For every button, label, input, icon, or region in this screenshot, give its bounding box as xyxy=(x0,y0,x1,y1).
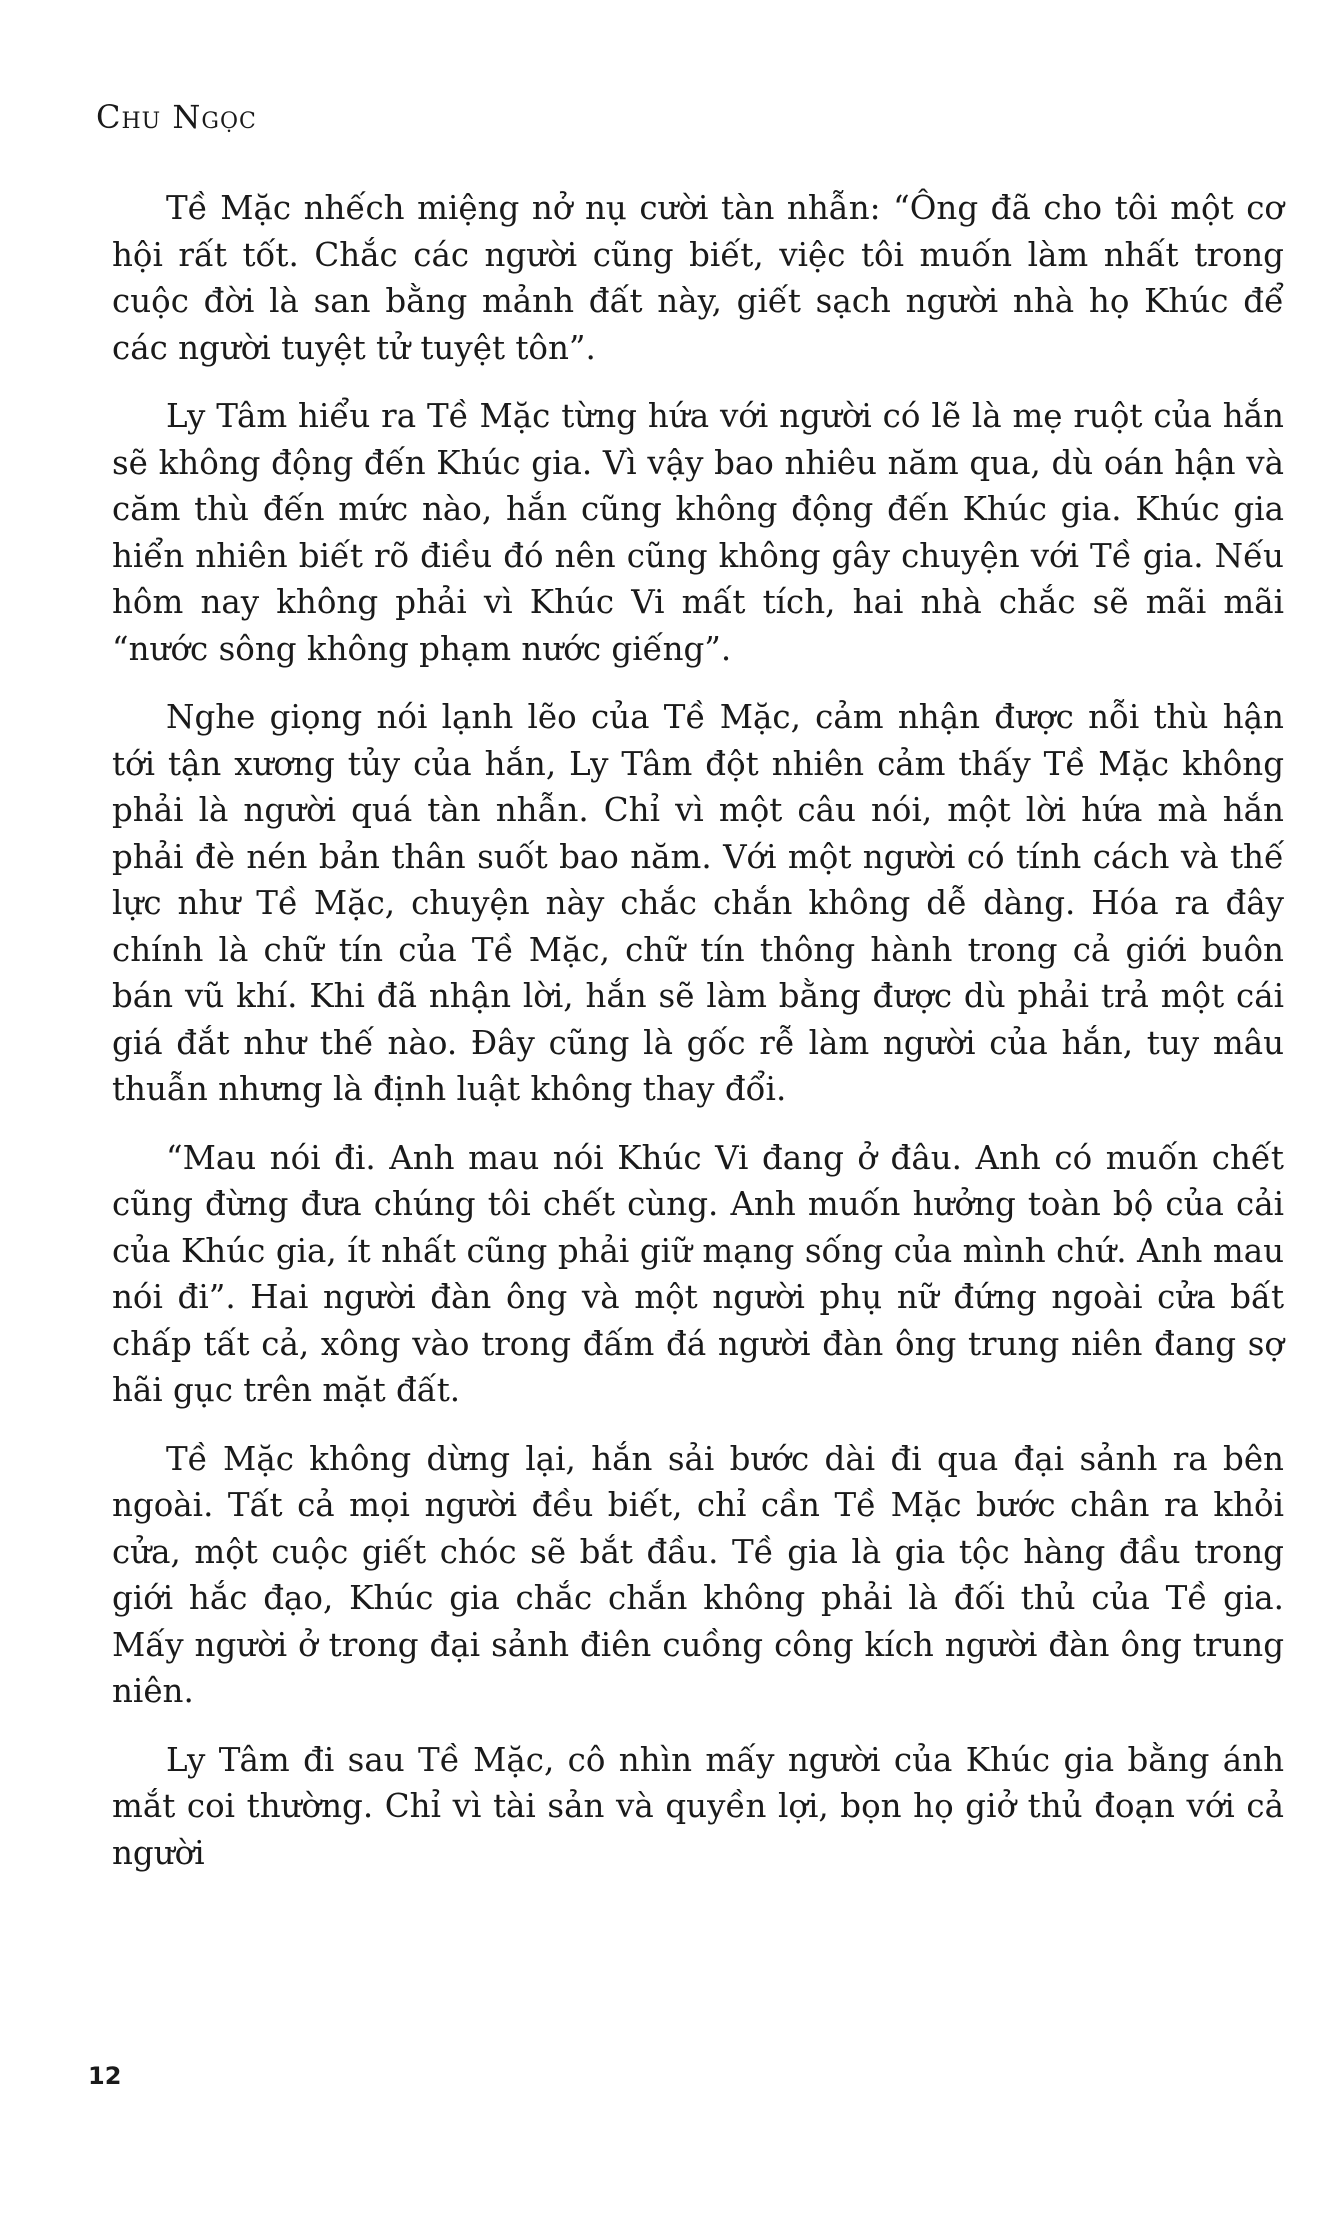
paragraph: Tề Mặc không dừng lại, hắn sải bước dài đi qua đại sảnh ra bên ngoài. Tất cả mọi người đều biết, chỉ cần Tề Mặc bước chân ra khỏi cửa, một cuộc giết chóc sẽ bắt đầu. Tề gia là gia tộc hàng đầu trong giới hắc đạo, Khúc gia chắc chắn không phải là đối thủ của Tề gia. Mấy người ở trong đại sảnh điên cuồng công kích người đàn ông trung niên. xyxy=(112,1439,1284,1710)
running-head: Chu Ngọc xyxy=(96,98,257,136)
paragraph: Tề Mặc nhếch miệng nở nụ cười tàn nhẫn: “Ông đã cho tôi một cơ hội rất tốt. Chắc các người cũng biết, việc tôi muốn làm nhất trong cuộc đời là san bằng mảnh đất này, giết sạch người nhà họ Khúc để các người tuyệt tử tuyệt tôn”. xyxy=(112,189,1284,367)
page-number: 12 xyxy=(88,2062,122,2090)
paragraph: Nghe giọng nói lạnh lẽo của Tề Mặc, cảm nhận được nỗi thù hận tới tận xương tủy của hắn, Ly Tâm đột nhiên cảm thấy Tề Mặc không phải là người quá tàn nhẫn. Chỉ vì một câu nói, một lời hứa mà hắn phải đè nén bản thân suốt bao năm. Với một người có tính cách và thế lực như Tề Mặc, chuyện này chắc chắn không dễ dàng. Hóa ra đây chính là chữ tín của Tề Mặc, chữ tín thông hành trong cả giới buôn bán vũ khí. Khi đã nhận lời, hắn sẽ làm bằng được dù phải trả một cái giá đắt như thế nào. Đây cũng là gốc rễ làm người của hắn, tuy mâu thuẫn nhưng là định luật không thay đổi. xyxy=(112,698,1284,1108)
paragraph: Ly Tâm hiểu ra Tề Mặc từng hứa với người có lẽ là mẹ ruột của hắn sẽ không động đến Khúc gia. Vì vậy bao nhiêu năm qua, dù oán hận và căm thù đến mức nào, hắn cũng không động đến Khúc gia. Khúc gia hiển nhiên biết rõ điều đó nên cũng không gây chuyện với Tề gia. Nếu hôm nay không phải vì Khúc Vi mất tích, hai nhà chắc sẽ mãi mãi “nước sông không phạm nước giếng”. xyxy=(112,397,1284,668)
paragraph: “Mau nói đi. Anh mau nói Khúc Vi đang ở đâu. Anh có muốn chết cũng đừng đưa chúng tôi chết cùng. Anh muốn hưởng toàn bộ của cải của Khúc gia, ít nhất cũng phải giữ mạng sống của mình chứ. Anh mau nói đi”. Hai người đàn ông và một người phụ nữ đứng ngoài cửa bất chấp tất cả, xông vào trong đấm đá người đàn ông trung niên đang sợ hãi gục trên mặt đất. xyxy=(112,1138,1284,1409)
paragraph: Ly Tâm đi sau Tề Mặc, cô nhìn mấy người của Khúc gia bằng ánh mắt coi thường. Chỉ vì tài sản và quyền lợi, bọn họ giở thủ đoạn với cả người xyxy=(112,1740,1284,1872)
body-text xyxy=(112,185,1284,1876)
